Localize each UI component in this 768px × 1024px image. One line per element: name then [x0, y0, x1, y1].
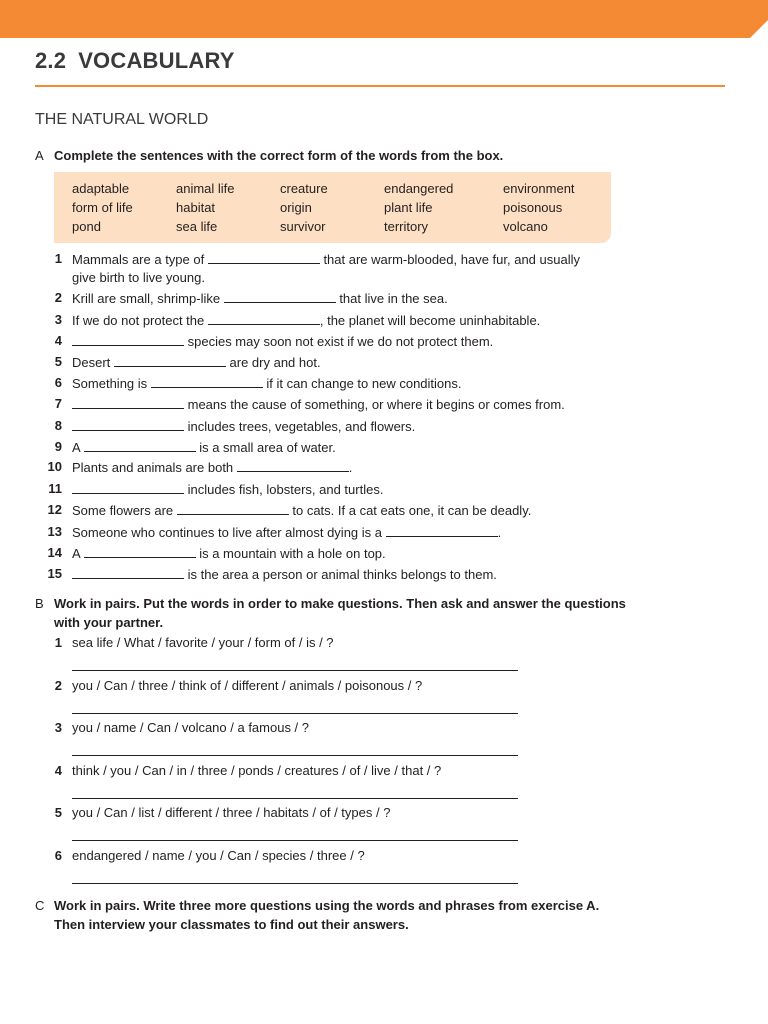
item-number: 4: [54, 333, 62, 348]
sentence-part: includes fish, lobsters, and turtles.: [184, 482, 384, 497]
exercise-b-letter: B: [35, 596, 44, 611]
sentence-part: Desert: [72, 355, 114, 370]
scrambled-words: you / name / Can / volcano / a famous / ?: [72, 720, 310, 735]
sentence-part: are dry and hot.: [225, 355, 321, 370]
word-box-item: territory: [384, 219, 429, 234]
scrambled-words: you / Can / three / think of / different / animals / poisonous / ?: [72, 678, 423, 693]
answer-blank[interactable]: [72, 564, 184, 579]
sentence-part: means the cause of something, or where it begins or comes from.: [184, 397, 565, 412]
word-box-item: habitat: [176, 200, 216, 215]
answer-line[interactable]: [72, 713, 518, 714]
item-number: 3: [54, 720, 62, 735]
section-title: [35, 48, 235, 74]
exercise-c-instruction: [35, 896, 694, 934]
sentence-part: give birth to live young.: [72, 270, 205, 285]
exercise-b-instruction: [35, 594, 694, 632]
sentence-part: If we do not protect the: [72, 313, 208, 328]
answer-blank[interactable]: [72, 479, 184, 494]
answer-line[interactable]: [72, 755, 518, 756]
sentence-part: Plants and animals are both: [72, 460, 237, 475]
section-number: 2.2: [35, 48, 67, 73]
sentence-part: A: [72, 440, 84, 455]
item-number: 11: [48, 481, 62, 496]
sentence-part: .: [348, 460, 353, 475]
subheading: THE NATURAL WORLD: [35, 111, 209, 128]
item-number: 2: [54, 290, 62, 305]
answer-blank[interactable]: [114, 352, 226, 367]
item-number: 6: [54, 375, 62, 390]
item-number: 8: [54, 418, 62, 433]
sentence-part: Something is: [72, 376, 151, 391]
sentence-part: .: [497, 525, 502, 540]
exercise-c-instruction-text: Work in pairs. Write three more questions using the words and phrases from exercise A.: [54, 898, 600, 913]
scrambled-words: think / you / Can / in / three / ponds / creatures / of / live / that / ?: [72, 763, 442, 778]
word-box-item: sea life: [176, 219, 218, 234]
word-box-item: origin: [280, 200, 312, 215]
sentence-part: is a small area of water.: [195, 440, 336, 455]
item-number: 12: [47, 502, 62, 517]
sentence-part: is the area a person or animal thinks belongs to them.: [184, 567, 497, 582]
answer-blank[interactable]: [224, 288, 336, 303]
item-number: 14: [47, 545, 62, 560]
answer-line[interactable]: [72, 798, 518, 799]
item-number: 2: [54, 678, 62, 693]
answer-line[interactable]: [72, 840, 518, 841]
answer-blank[interactable]: [151, 373, 263, 388]
exercise-b-instruction-text: with your partner.: [54, 615, 164, 630]
title-divider: [35, 85, 725, 87]
sentence-part: Someone who continues to live after almost dying is a: [72, 525, 386, 540]
answer-blank[interactable]: [72, 331, 184, 346]
sentence-part: if it can change to new conditions.: [262, 376, 462, 391]
sentence-part: includes trees, vegetables, and flowers.: [184, 419, 416, 434]
sentence-part: to cats. If a cat eats one, it can be deadly.: [288, 503, 532, 518]
answer-blank[interactable]: [237, 457, 349, 472]
answer-blank[interactable]: [84, 543, 196, 558]
item-number: 4: [54, 763, 62, 778]
sentence-part: is a mountain with a hole on top.: [195, 546, 386, 561]
sentence-part: , the planet will become uninhabitable.: [319, 313, 541, 328]
word-box-item: creature: [280, 181, 328, 196]
sentence-part: Some flowers are: [72, 503, 177, 518]
sentence-part: species may soon not exist if we do not protect them.: [184, 334, 494, 349]
word-box-item: volcano: [503, 219, 548, 234]
answer-blank[interactable]: [208, 249, 320, 264]
exercise-c-instruction-text: Then interview your classmates to find out their answers.: [54, 917, 409, 932]
word-box-item: animal life: [176, 181, 235, 196]
word-box-item: form of life: [72, 200, 133, 215]
answer-blank[interactable]: [72, 394, 184, 409]
item-number: 5: [54, 805, 62, 820]
item-number: 13: [47, 524, 62, 539]
sentence-part: that live in the sea.: [335, 291, 448, 306]
item-number: 1: [54, 251, 62, 266]
item-number: 10: [47, 459, 62, 474]
top-banner: [0, 0, 768, 38]
sentence-part: Mammals are a type of: [72, 252, 208, 267]
exercise-c-letter: C: [35, 898, 45, 913]
answer-blank[interactable]: [208, 310, 320, 325]
answer-blank[interactable]: [84, 437, 196, 452]
scrambled-words: you / Can / list / different / three / habitats / of / types / ?: [72, 805, 391, 820]
item-number: 15: [47, 566, 62, 581]
answer-line[interactable]: [72, 883, 518, 884]
item-number: 7: [54, 396, 62, 411]
answer-line[interactable]: [72, 670, 518, 671]
exercise-a-letter: A: [35, 148, 44, 163]
scrambled-words: endangered / name / you / Can / species / three / ?: [72, 848, 365, 863]
answer-blank[interactable]: [72, 416, 184, 431]
item-number: 5: [54, 354, 62, 369]
item-number: 3: [54, 312, 62, 327]
word-box-item: environment: [503, 181, 575, 196]
word-box-item: pond: [72, 219, 101, 234]
answer-blank[interactable]: [177, 500, 289, 515]
word-box-item: plant life: [384, 200, 433, 215]
answer-blank[interactable]: [386, 522, 498, 537]
scrambled-words: sea life / What / favorite / your / form of / is / ?: [72, 635, 334, 650]
item-number: 6: [54, 848, 62, 863]
word-box-item: adaptable: [72, 181, 130, 196]
item-number: 1: [54, 635, 62, 650]
exercise-a-instruction-text: Complete the sentences with the correct form of the words from the box.: [54, 148, 504, 163]
word-box-item: endangered: [384, 181, 454, 196]
sentence-part: that are warm-blooded, have fur, and usually: [319, 252, 580, 267]
exercise-b-instruction-text: Work in pairs. Put the words in order to make questions. Then ask and answer the questions: [54, 596, 626, 611]
sentence-part: Krill are small, shrimp-like: [72, 291, 224, 306]
word-box: [54, 172, 611, 243]
word-box-item: poisonous: [503, 200, 563, 215]
section-title-text: VOCABULARY: [78, 48, 235, 73]
exercise-a-instruction: [35, 146, 634, 165]
word-box-item: survivor: [280, 219, 326, 234]
item-number: 9: [54, 439, 62, 454]
sentence-part: A: [72, 546, 84, 561]
